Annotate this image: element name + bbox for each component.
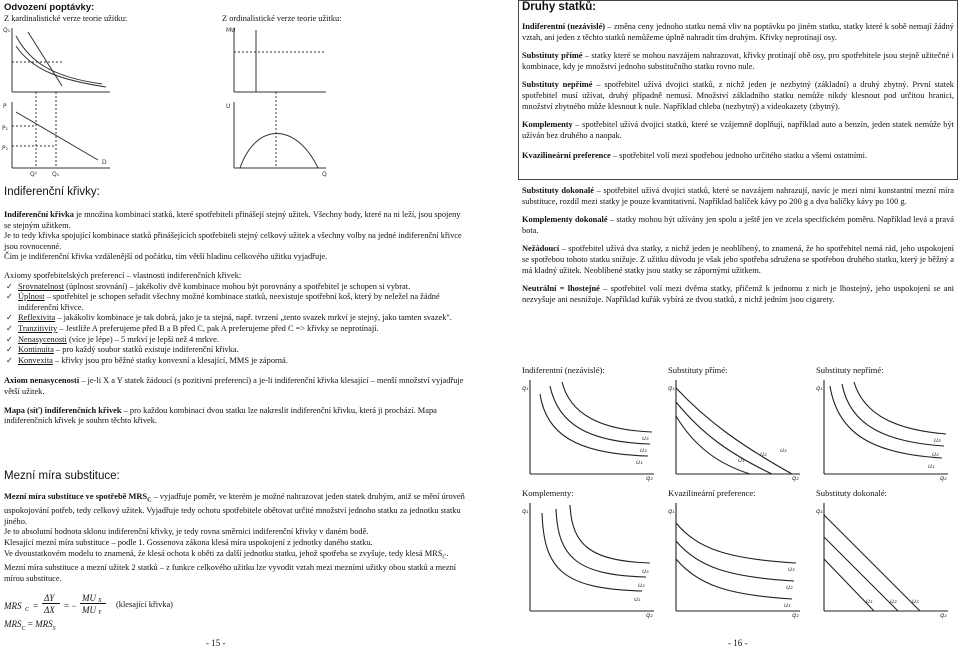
axiom-text: – spotřebitel je schopen seřadit všechny možné kombinace statků, neexistuje spotřební koš, který by neležel na žádné indiferenční křivce. [18, 292, 440, 312]
type-undesirable [522, 244, 954, 276]
axiom-text: (více je lépe) – 5 mrkví je lepší než 4 mrkve. [66, 334, 219, 344]
svg-text:u₂: u₂ [890, 597, 897, 605]
mrs-p4 [4, 549, 466, 563]
formula2-equals: = [27, 619, 33, 629]
graph-indirect-substitutes [816, 376, 952, 480]
page-left [0, 0, 478, 649]
formula-x-subscript: X [98, 598, 102, 604]
graph-label-indirect-substitutes: Substituty nepřímé: [816, 365, 884, 375]
perfect-substitutes-text: – spotřebitel užívá dvojici statků, které se navzájem nahrazují, navíc je mezi nimi konstantní mezní míra substituce, rozdíl mezi statky je pouze kvantitativní. Například balíček kávy po 200 g a dva balíčky kávy po 100 g. [522, 186, 954, 206]
type-independent [522, 22, 954, 43]
svg-text:u₁: u₁ [636, 458, 643, 466]
undesirable-text: – spotřebitel užívá dva statky, z nichž jeden je neoblíbený, to znamená, že ho spotřebitel nemá rád, jeho uspokojení se spotřebou tohoto statku snižuje. Z užitku důvodu je však jeho spotřeba sdružena se spotřebou druhého statku, který je běžný a má kladný užitek. Neoblíbené statky jsou statky se zápornými užitkem. [522, 244, 954, 275]
axiom-text: (úplnost srovnání) – jakékoliv dvě kombinace mohou být porovnány a spotřebitel je schopen si vybrat. [64, 281, 411, 291]
ordinal-caption: Z ordinalistické verze teorie užitku: [222, 14, 342, 23]
svg-text:P: P [3, 103, 7, 110]
axiom-item [4, 356, 466, 367]
graph-label-quasilinear: Kvazilineární preference: [668, 488, 756, 498]
term-neutral: Neutrální = lhostejné [522, 284, 600, 294]
formula-delta-x: ΔX [44, 605, 55, 615]
type-indirect-substitutes [522, 80, 954, 112]
indifference-map [4, 406, 466, 427]
svg-text:P₂: P₂ [2, 145, 9, 152]
term-indifference-map: Mapa (síť) indiferenčních křivek [4, 405, 122, 415]
type-neutral [522, 284, 954, 305]
formula-delta-y: ΔY [44, 593, 55, 603]
svg-text:u₃: u₃ [780, 446, 787, 454]
svg-text:q₂: q₂ [792, 474, 799, 482]
svg-text:u₁: u₁ [928, 462, 935, 470]
formula-minus: = − [64, 601, 77, 611]
formula-mrs: MRS [4, 601, 22, 611]
axiom-text: – křivky jsou pro běžné statky konvexní a klesající, MMS je záporná. [52, 355, 288, 365]
indifference-heading: Indiferenční křivky: [4, 186, 100, 198]
svg-text:u₂: u₂ [760, 450, 767, 458]
indifference-p3: Čím je indiferenční křivka vzdálenější od počátku, tím větší hladinu celkového užitku vyjadřuje. [4, 252, 328, 262]
svg-text:u₃: u₃ [642, 567, 649, 575]
term-complements: Komplementy [522, 120, 573, 130]
axiom-text: – pro každý soubor statků existuje indiferenční křivka. [53, 345, 239, 355]
svg-text:Q¹: Q¹ [30, 171, 38, 178]
graph-label-direct-substitutes: Substituty přímé: [668, 365, 728, 375]
page-right [482, 0, 960, 649]
type-quasilinear [522, 151, 954, 162]
svg-text:u₁: u₁ [784, 601, 791, 609]
goods-types-bottom [522, 186, 954, 305]
formula-note: (klesající křivka) [116, 600, 173, 609]
nonsatiation-text: – je-li X a Y statek žádoucí (s pozitivní preferencí) a je-li indiferenční křivka klesající – menší množství vyjadřuje větší užitek. [4, 376, 464, 396]
graph-complements [522, 499, 658, 617]
ordinal-derivation-sketch [226, 22, 332, 178]
mrs-section [4, 492, 466, 584]
term-mrs-subscript: C [147, 497, 152, 504]
formula2-rhs-subscript: S [52, 625, 56, 632]
graph-perfect-substitutes [816, 499, 952, 617]
definition-text: je množina kombinací statků, které spotřebiteli přinášejí stejný užitek. Všechny body, které na ni leží, jsou spojeny se stejným užitkem. [4, 210, 461, 230]
axiom-term: Srovnatelnost [18, 281, 65, 291]
type-direct-substitutes [522, 51, 954, 72]
term-independent: Indiferentní (nezávislé) [522, 22, 606, 31]
page-number: - 15 - [206, 638, 226, 648]
svg-text:u₂: u₂ [932, 450, 939, 458]
formula2-lhs: MRS [4, 619, 22, 629]
mrs-p4-subscript: C [442, 554, 447, 561]
svg-text:u₁: u₁ [738, 456, 745, 464]
term-indirect-substitutes: Substituty nepřímé [522, 80, 593, 90]
svg-text:Q: Q [322, 171, 327, 178]
axiom-item [4, 324, 466, 335]
svg-text:q₂: q₂ [792, 611, 799, 619]
axiom-term: Úplnost [18, 292, 45, 302]
svg-text:q₁: q₁ [668, 384, 675, 392]
mrs-definition [4, 492, 466, 527]
axiom-item [4, 335, 466, 346]
formula2-rhs: MRS [35, 619, 53, 629]
formula-mu-x: MU [82, 593, 96, 603]
svg-text:q₂: q₂ [940, 474, 947, 482]
type-perfect-complements [522, 215, 954, 236]
fraction-bar [80, 603, 106, 604]
quasilinear-text: – spotřebitel volí mezi spotřebou jednoho určitého statku a všemi ostatními. [610, 151, 868, 161]
axiom-item [4, 345, 466, 356]
svg-text:u₃: u₃ [934, 436, 941, 444]
svg-text:D: D [102, 159, 107, 166]
term-perfect-complements: Komplementy dokonalé [522, 215, 608, 225]
term-direct-substitutes: Substituty přímé [522, 51, 583, 61]
mrs-p3: Klesající mezní míra substituce – podle 1. Gossenova zákona klesá míra uspokojení z jednotky daného statku. [4, 538, 373, 548]
independent-text: – změna ceny jednoho statku nemá vliv na poptávku po jiném statku, statky které k sobě nemají žádný vztah, ani jeden z těchto statků nemůžeme úplně nahradit tím druhým. Křivky neprotínají osy. [522, 22, 954, 42]
type-perfect-substitutes [522, 186, 954, 207]
term-mrs: Mezní míra substituce ve spotřebě MRS [4, 492, 148, 501]
graph-label-independent: Indiferentní (nezávislé): [522, 365, 605, 375]
svg-text:u₃: u₃ [912, 597, 919, 605]
axiom-term: Konvexita [18, 355, 53, 365]
svg-text:u₃: u₃ [788, 565, 795, 573]
mrs-p5: Mezní míra substituce a mezní užitek 2 statků – z funkce celkového užitku lze vyvodit vztah mezi mezními užitky obou statků a mezní mírou substituce. [4, 562, 457, 583]
formula-y-subscript: Y [98, 610, 102, 616]
mrs-equality [4, 619, 56, 632]
cardinal-caption: Z kardinalistické verze teorie užitku: [4, 14, 128, 23]
graph-independent [522, 376, 658, 480]
graph-direct-substitutes [668, 376, 804, 480]
axiom-item [4, 292, 466, 313]
axiom-text: – Jestliže A preferujeme před B a B před C, pak A preferujeme před C => křivky se neprotínají. [57, 323, 379, 333]
mrs-heading: Mezní míra substituce: [4, 470, 120, 482]
svg-text:u₁: u₁ [866, 597, 873, 605]
svg-text:u₂: u₂ [640, 446, 647, 454]
term-indifference-curve: Indiferenční křivka [4, 210, 74, 219]
formula2-lhs-subscript: C [21, 625, 26, 632]
axiom-item [4, 282, 466, 293]
type-complements [522, 120, 954, 141]
axiom-term: Nenasycenosti [18, 334, 67, 344]
svg-text:q₁: q₁ [816, 507, 823, 515]
axiom-term: Tranzitivity [18, 323, 58, 333]
axioms-title: Axiomy spotřebitelských preferencí – vlastnosti indiferenčních křivek: [4, 270, 242, 280]
mrs-p2: Je to absolutní hodnota sklonu indiferenční křivky, je tedy rovna směrnici indiferenční křivky v daném bodě. [4, 527, 369, 537]
svg-text:u₁: u₁ [634, 595, 641, 603]
mrs-p4-end: . [446, 548, 449, 558]
nonsatiation-axiom [4, 376, 466, 397]
axioms-list [4, 282, 466, 367]
formula-mrs-subscript: C [25, 607, 30, 613]
axiom-term: Kontinuita [18, 345, 54, 355]
page-number: - 16 - [728, 638, 748, 648]
formula-mu-y: MU [82, 605, 96, 615]
svg-text:U: U [226, 103, 231, 110]
indifference-definition [4, 210, 466, 231]
fraction-bar [42, 603, 60, 604]
svg-text:q₂: q₂ [646, 611, 653, 619]
cardinal-derivation-sketch [2, 22, 120, 178]
svg-text:q₁: q₁ [668, 507, 675, 515]
svg-text:q₁: q₁ [816, 384, 823, 392]
term-undesirable: Nežádoucí [522, 244, 560, 254]
neutral-text: – spotřebitel volí mezi dvěma statky, přičemž k jednomu z nich je lhostejný, jeho uspokojení se ani nezvyšuje ani nesnižuje. Například kuřák vybírá ze dvou statků, z nichž jedním jsou cigarety. [522, 284, 954, 304]
svg-text:P₁: P₁ [2, 125, 9, 132]
svg-text:q₁: q₁ [522, 384, 529, 392]
term-perfect-substitutes: Substituty dokonalé [522, 186, 594, 195]
indifference-map-text: – pro každou kombinaci dvou statku lze nakreslit indiferenční křivku, která ji prochází. Mapa indiferenčních křivek je souhrn těchto křivek. [4, 405, 437, 426]
graph-label-complements: Komplementy: [522, 488, 574, 498]
indirect-substitutes-text: – spotřebitel užívá dvojici statků, z nichž jeden je nezbytný (základní) a druhý zbytný. První statek spotřebitel musí užívat, druhý případně nemusí. Množství základního statku nemůže nikdy klesnout pod určitou hranici, množství zbytného může klesnout k nule. Například chleba (nezbytný) a videokazety (zbytný). [522, 80, 954, 111]
svg-text:u₃: u₃ [642, 434, 649, 442]
axiom-item [4, 313, 466, 324]
mrs-p4-text: Ve dvoustatkovém modelu to znamená, že klesá ochota k oběti za další jednotku statku, jehož spotřeba se zvyšuje, tedy klesá MRS [4, 548, 443, 558]
svg-text:u₂: u₂ [786, 583, 793, 591]
indifference-p2: Je to tedy křivka spojující kombinace statků přinášejících spotřebiteli stejný celkový užitek a všechny volby na jedné indiferenční křivce jsou rovnocenné. [4, 231, 462, 251]
svg-text:u₂: u₂ [638, 581, 645, 589]
axiom-term: Reflexivita [18, 313, 56, 323]
direct-substitutes-text: – statky které se mohou navzájem nahrazovat, křivky protínají obě osy, pro spotřebitele jsou stejně užitečné i kombinace, kdy je množství jednoho substitučního statku rovno nule. [522, 51, 954, 71]
svg-text:q₁: q₁ [522, 507, 529, 515]
indifference-section [4, 210, 466, 427]
mrs-definition-text: – vyjadřuje poměr, ve kterém je možné nahrazovat jeden statek druhým, aniž se mění úroveň uspokojování potřeb, tedy celkový užitek. Vyjadřuje tedy ochotu spotřebitele obětovat určité množství jednoho statku za jednotku statku jiného. [4, 492, 465, 526]
graph-quasilinear [668, 499, 804, 617]
svg-text:MU: MU [226, 27, 236, 34]
svg-text:Q₁: Q₁ [3, 27, 11, 34]
svg-text:q₂: q₂ [646, 474, 653, 482]
svg-text:q₂: q₂ [940, 611, 947, 619]
goods-types-heading: Druhy statků: [522, 1, 597, 13]
axiom-text: – jakákoliv kombinace je tak dobrá, jako je ta stejná, např. tvrzení „tento svazek mrkví je stejný, jako tamten svazek". [55, 313, 452, 323]
term-quasilinear: Kvazilineární preference [522, 151, 611, 161]
page-title: Odvození poptávky: [4, 2, 95, 13]
svg-text:Q₁: Q₁ [52, 171, 60, 178]
term-nonsatiation: Axiom nenasycenosti [4, 376, 80, 386]
graph-label-perfect-substitutes: Substituty dokonalé: [816, 488, 887, 498]
formula-equals: = [33, 601, 39, 611]
complements-text: – spotřebitel užívá dvojici statků, které se vzájemně doplňují, například auto a benzín, jeden statek nemůže být užíván bez druhého a naopak. [522, 120, 954, 140]
perfect-complements-text: – statky mohou být užívány jen spolu a ještě jen ve zcela specifickém poměru. Například levá a pravá bota. [522, 215, 954, 235]
goods-types-top [522, 22, 954, 162]
